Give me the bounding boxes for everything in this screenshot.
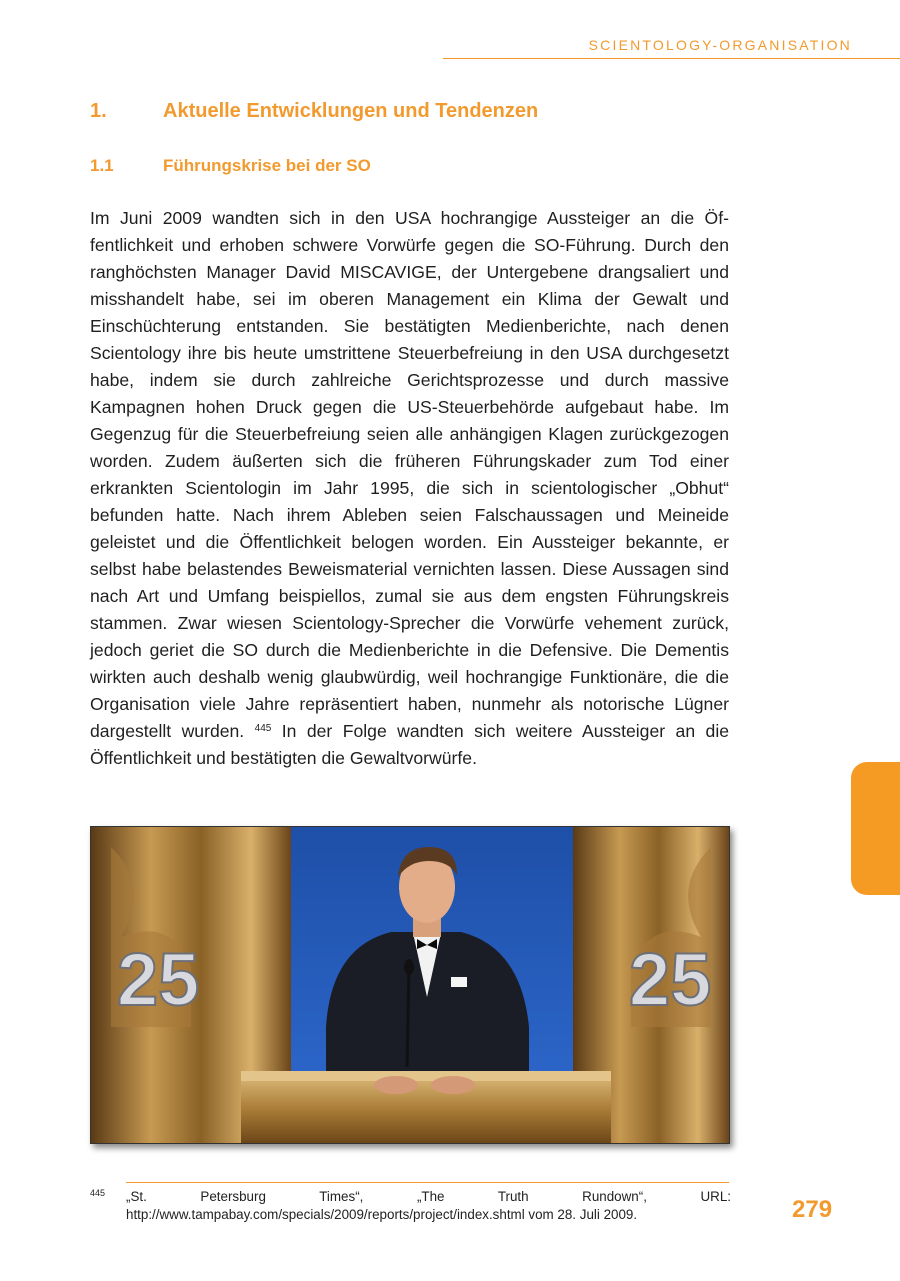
section-number: 1. — [90, 100, 107, 122]
subsection-title: Führungskrise bei der SO — [163, 156, 371, 175]
subsection-number: 1.1 — [90, 156, 114, 175]
running-head-rule — [443, 58, 900, 59]
running-head: SCIENTOLOGY-ORGANISATION — [588, 37, 852, 53]
body-paragraph — [90, 205, 729, 772]
footnote-text: „St. Petersburg Times“, „The Truth Rundown“, URL: http://www.tampabay.com/specials/2009/reports/project/index.shtml vom 28. Juli 2009. — [126, 1189, 731, 1222]
speaker-photo — [90, 826, 730, 1144]
footnote-rule — [126, 1182, 729, 1183]
chapter-tab-marker — [851, 762, 900, 895]
section-title: Aktuelle Entwicklungen und Tendenzen — [163, 100, 539, 122]
lectern — [241, 1077, 611, 1143]
body-paragraph-main: Im Juni 2009 wandten sich in den USA hochrangige Aussteiger an die Öffentlichkeit und erhoben schwere Vorwürfe gegen die SO-Führung. Durch den ranghöchsten Manager David MISCAVIGE, der Untergebene drangsaliert und misshandelt habe, sei im oberen Management ein Klima der Gewalt und Einschüchterung entstanden. Sie bestätigten Medienberichte, nach denen Scientology ihre bis heute umstrittene Steuerbefreiung in den USA durchgesetzt habe, indem sie durch zahlreiche Gerichtsprozesse und durch massive Kampagnen hohen Druck gegen die US-Steuerbehörde aufgebaut habe. Im Gegenzug für die Steuerbefreiung seien alle anhängigen Klagen zurückgezogen worden. Zudem äußerten sich die früheren Führungskader zum Tod einer erkrankten Scientologin im Jahr 1995, die sich in scientologischer „Obhut“ befunden hatte. Nach ihrem Ableben seien Falschaussagen und Meineide geleistet und die Öffentlichkeit belogen worden. Ein Aussteiger bekannte, er selbst habe belastendes Beweismaterial vernichten lassen. Diese Aussagen sind nach Art und Umfang beispiellos, zumal sie aus dem engsten Führungskreis stammen. Zwar wiesen Scientology-Sprecher die Vorwürfe vehement zurück, jedoch geriet die SO durch die Medienberichte in die Defensive. Die Dementis wirkten auch deshalb wenig glaubwürdig, weil hochrangige Funktionäre, die die Organisation viele Jahre repräsentiert haben, nunmehr als notorische Lügner dargestellt wurden. — [90, 208, 729, 741]
left-anniversary-number: 25 — [117, 938, 200, 1021]
page-number: 279 — [792, 1196, 833, 1223]
body-paragraph-tail: In der Folge wandten sich weitere Aussteiger an die Öffentlichkeit und bestätigten die Gewaltvorwürfe. — [90, 721, 730, 768]
footnote-marker: 445 — [90, 1188, 106, 1198]
microphone — [407, 967, 409, 1067]
right-anniversary-number: 25 — [629, 938, 712, 1021]
footnote-reference: 445 — [254, 723, 272, 734]
